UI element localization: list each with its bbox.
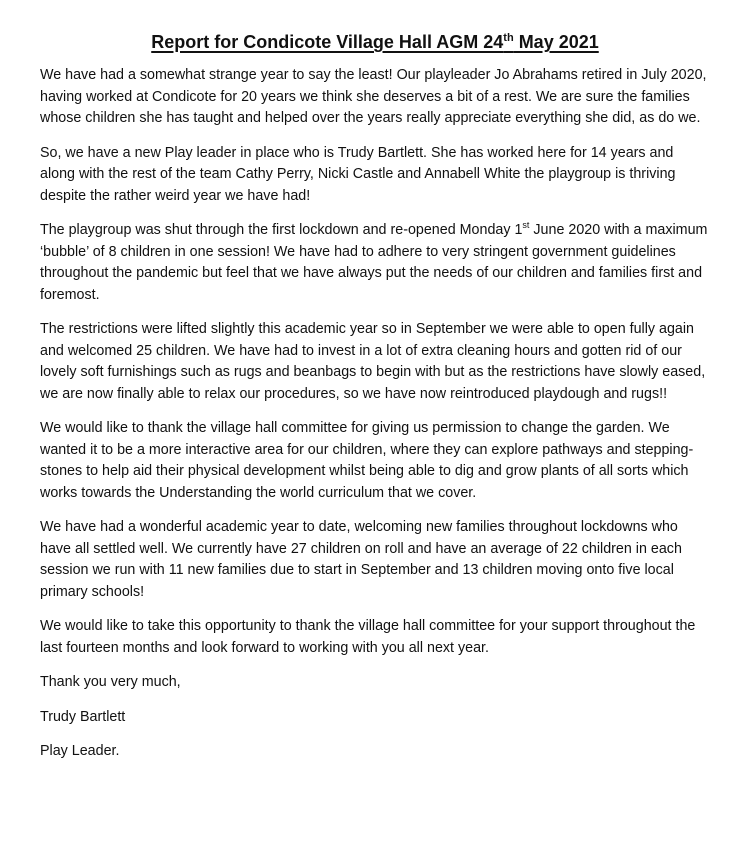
- signature-role: Play Leader.: [40, 743, 120, 759]
- paragraph-academic-year: We have had a wonderful academic year to date, welcoming new families throughout lockdowns who have all settled well. We currently have 27 children on roll and have an average of 22 children in each session we run with 11 new families due to start in September and 13 children moving onto five local primary schools!: [40, 519, 682, 600]
- paragraph-lockdown-start: The playgroup was shut through the first lockdown and re-opened Monday 1: [40, 222, 523, 238]
- closing-thanks: Thank you very much,: [40, 674, 181, 690]
- paragraph-restrictions: The restrictions were lifted slightly this academic year so in September we were able to open fully again and welcomed 25 children. We have had to invest in a lot of extra cleaning hours and gotten rid of our lovely soft furnishings such as rugs and beanbags to begin with but as the restrictions have slowly eased, we are now finally able to relax our procedures, so we have now reintroduced playdough and rugs!!: [40, 321, 706, 402]
- paragraph-thanks-committee: We would like to take this opportunity to thank the village hall committee for your support throughout the last fourteen months and look forward to working with you all next year.: [40, 618, 696, 656]
- report-body: [40, 65, 708, 776]
- paragraph-new-leader: So, we have a new Play leader in place who is Trudy Bartlett. She has worked here for 14 years and along with the rest of the team Cathy Perry, Nicki Castle and Annabell White the playgroup is thriving despite the rather weird year we have had!: [40, 144, 676, 204]
- paragraph-lockdown: [40, 220, 708, 306]
- signature-name: Trudy Bartlett: [40, 708, 126, 725]
- report-title: [0, 30, 750, 54]
- paragraph-retirement: We have had a somewhat strange year to say the least! Our playleader Jo Abrahams retired in July 2020, having worked at Condicote for 20 years we think she deserves a bit of a rest. We are sure the families whose children she has taught and helped over the years really appreciate everything she did, as do we.: [40, 67, 707, 126]
- report-title-ordinal: th: [503, 32, 514, 44]
- report-title-main: Report for Condicote Village Hall AGM 24: [151, 32, 504, 52]
- report-title-text: [151, 32, 599, 52]
- paragraph-lockdown-end: June 2020 with a maximum ‘bubble’ of 8 children in one session! We have had to adhere to very stringent government guidelines throughout the pandemic but feel that we have always put the needs of our children and families first and foremost.: [40, 222, 708, 303]
- paragraph-lockdown-ordinal: st: [522, 220, 530, 231]
- paragraph-garden: We would like to thank the village hall committee for giving us permission to change the garden. We wanted it to be a more interactive area for our children, where they can explore pathways and stepping-stones to help aid their physical development whilst being able to dig and grow plants of all sorts which works towards the Understanding the world curriculum that we cover.: [40, 420, 694, 501]
- report-title-end: May 2021: [513, 32, 599, 52]
